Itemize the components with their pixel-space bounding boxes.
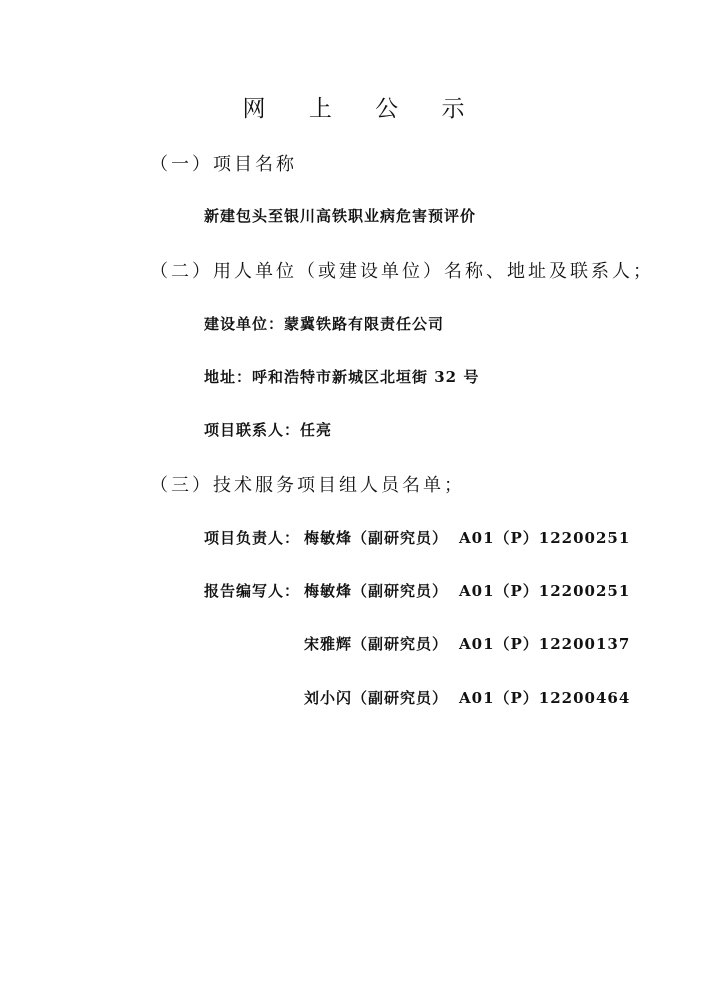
section-heading-team: （三）技术服务项目组人员名单； [150, 475, 465, 496]
section-heading-employer: （二）用人单位（或建设单位）名称、地址及联系人； [150, 261, 654, 282]
team-member-row [204, 527, 631, 548]
member-name: 梅敏烽（副研究员） [304, 582, 449, 600]
member-code: A01（P）12200464 [459, 689, 631, 707]
member-code: A01（P）12200137 [459, 635, 631, 653]
project-name: 新建包头至银川高铁职业病危害预评价 [204, 207, 477, 225]
member-name: 梅敏烽（副研究员） [304, 529, 449, 547]
construction-unit: 建设单位：蒙冀铁路有限责任公司 [204, 315, 445, 333]
address: 地址：呼和浩特市新城区北垣街 32 号 [204, 368, 480, 386]
member-code: A01（P）12200251 [459, 529, 631, 547]
page-title: 网 上 公 示 [242, 96, 483, 122]
member-role: 项目负责人： [204, 529, 301, 547]
team-member-row [204, 633, 631, 654]
member-name: 刘小闪（副研究员） [304, 689, 449, 707]
section-heading-project-name: （一）项目名称 [150, 154, 297, 175]
member-role: 报告编写人： [204, 582, 301, 600]
project-contact: 项目联系人：任亮 [204, 421, 333, 439]
team-member-row [204, 580, 631, 601]
member-code: A01（P）12200251 [459, 582, 631, 600]
team-member-row [204, 687, 631, 708]
member-name: 宋雅辉（副研究员） [304, 635, 449, 653]
